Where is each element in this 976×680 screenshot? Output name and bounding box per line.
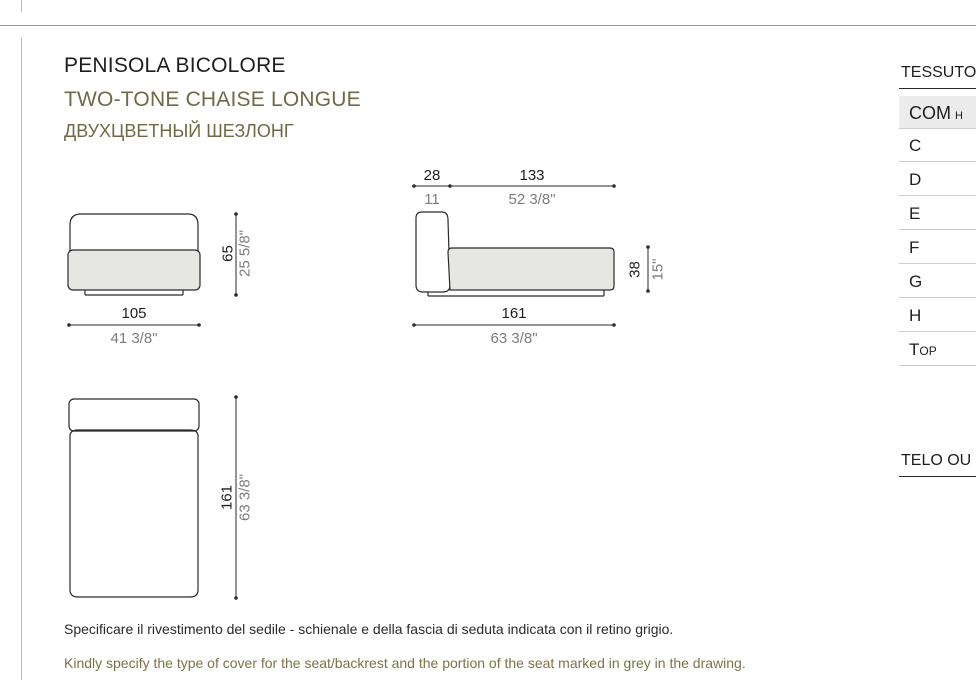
front-width-cm: 105	[121, 305, 147, 322]
front-height-cm: 65	[219, 245, 237, 262]
title-russian: ДВУХЦВЕТНЫЙ ШЕЗЛОНГ	[64, 121, 294, 141]
telo-underline	[899, 476, 976, 477]
table-row: F	[899, 231, 976, 264]
front-height-in: 25 5/8"	[236, 229, 254, 278]
side-seat-depth-cm: 133	[519, 167, 545, 184]
side-seat-depth-in: 52 3/8"	[508, 191, 556, 208]
table-row: Top	[899, 333, 976, 366]
side-total-depth-in: 63 3/8"	[490, 330, 538, 347]
table-row: H	[899, 299, 976, 332]
side-seat-height-in: 15"	[649, 258, 667, 281]
top-view-drawing	[69, 397, 236, 598]
top-length-in: 63 3/8"	[236, 473, 254, 522]
table-row: D	[899, 163, 976, 196]
row-label-com: COM H	[909, 103, 963, 123]
note-italian: Specificare il rivestimento del sedile - schienale e della fascia di seduta indicata con il retino grigio.	[64, 621, 674, 637]
table-header: TESSUTO	[901, 64, 976, 81]
table-header-underline	[899, 88, 976, 89]
title-english: TWO-TONE CHAISE LONGUE	[64, 88, 361, 111]
side-back-depth-in: 11	[424, 191, 440, 208]
table-row	[899, 96, 976, 129]
table-row: E	[899, 197, 976, 230]
side-seat-height-cm: 38	[626, 261, 644, 278]
table-row: C	[899, 129, 976, 162]
side-total-depth-cm: 161	[501, 305, 527, 322]
table-row: G	[899, 265, 976, 298]
side-back-depth-cm: 28	[423, 167, 441, 184]
front-width-in: 41 3/8"	[110, 330, 158, 347]
top-length-cm: 161	[218, 484, 236, 511]
note-english: Kindly specify the type of cover for the seat/backrest and the portion of the seat marked in grey in the drawing.	[64, 655, 746, 671]
title-italian: PENISOLA BICOLORE	[64, 54, 286, 77]
telo-label: TELO OU	[901, 452, 972, 469]
